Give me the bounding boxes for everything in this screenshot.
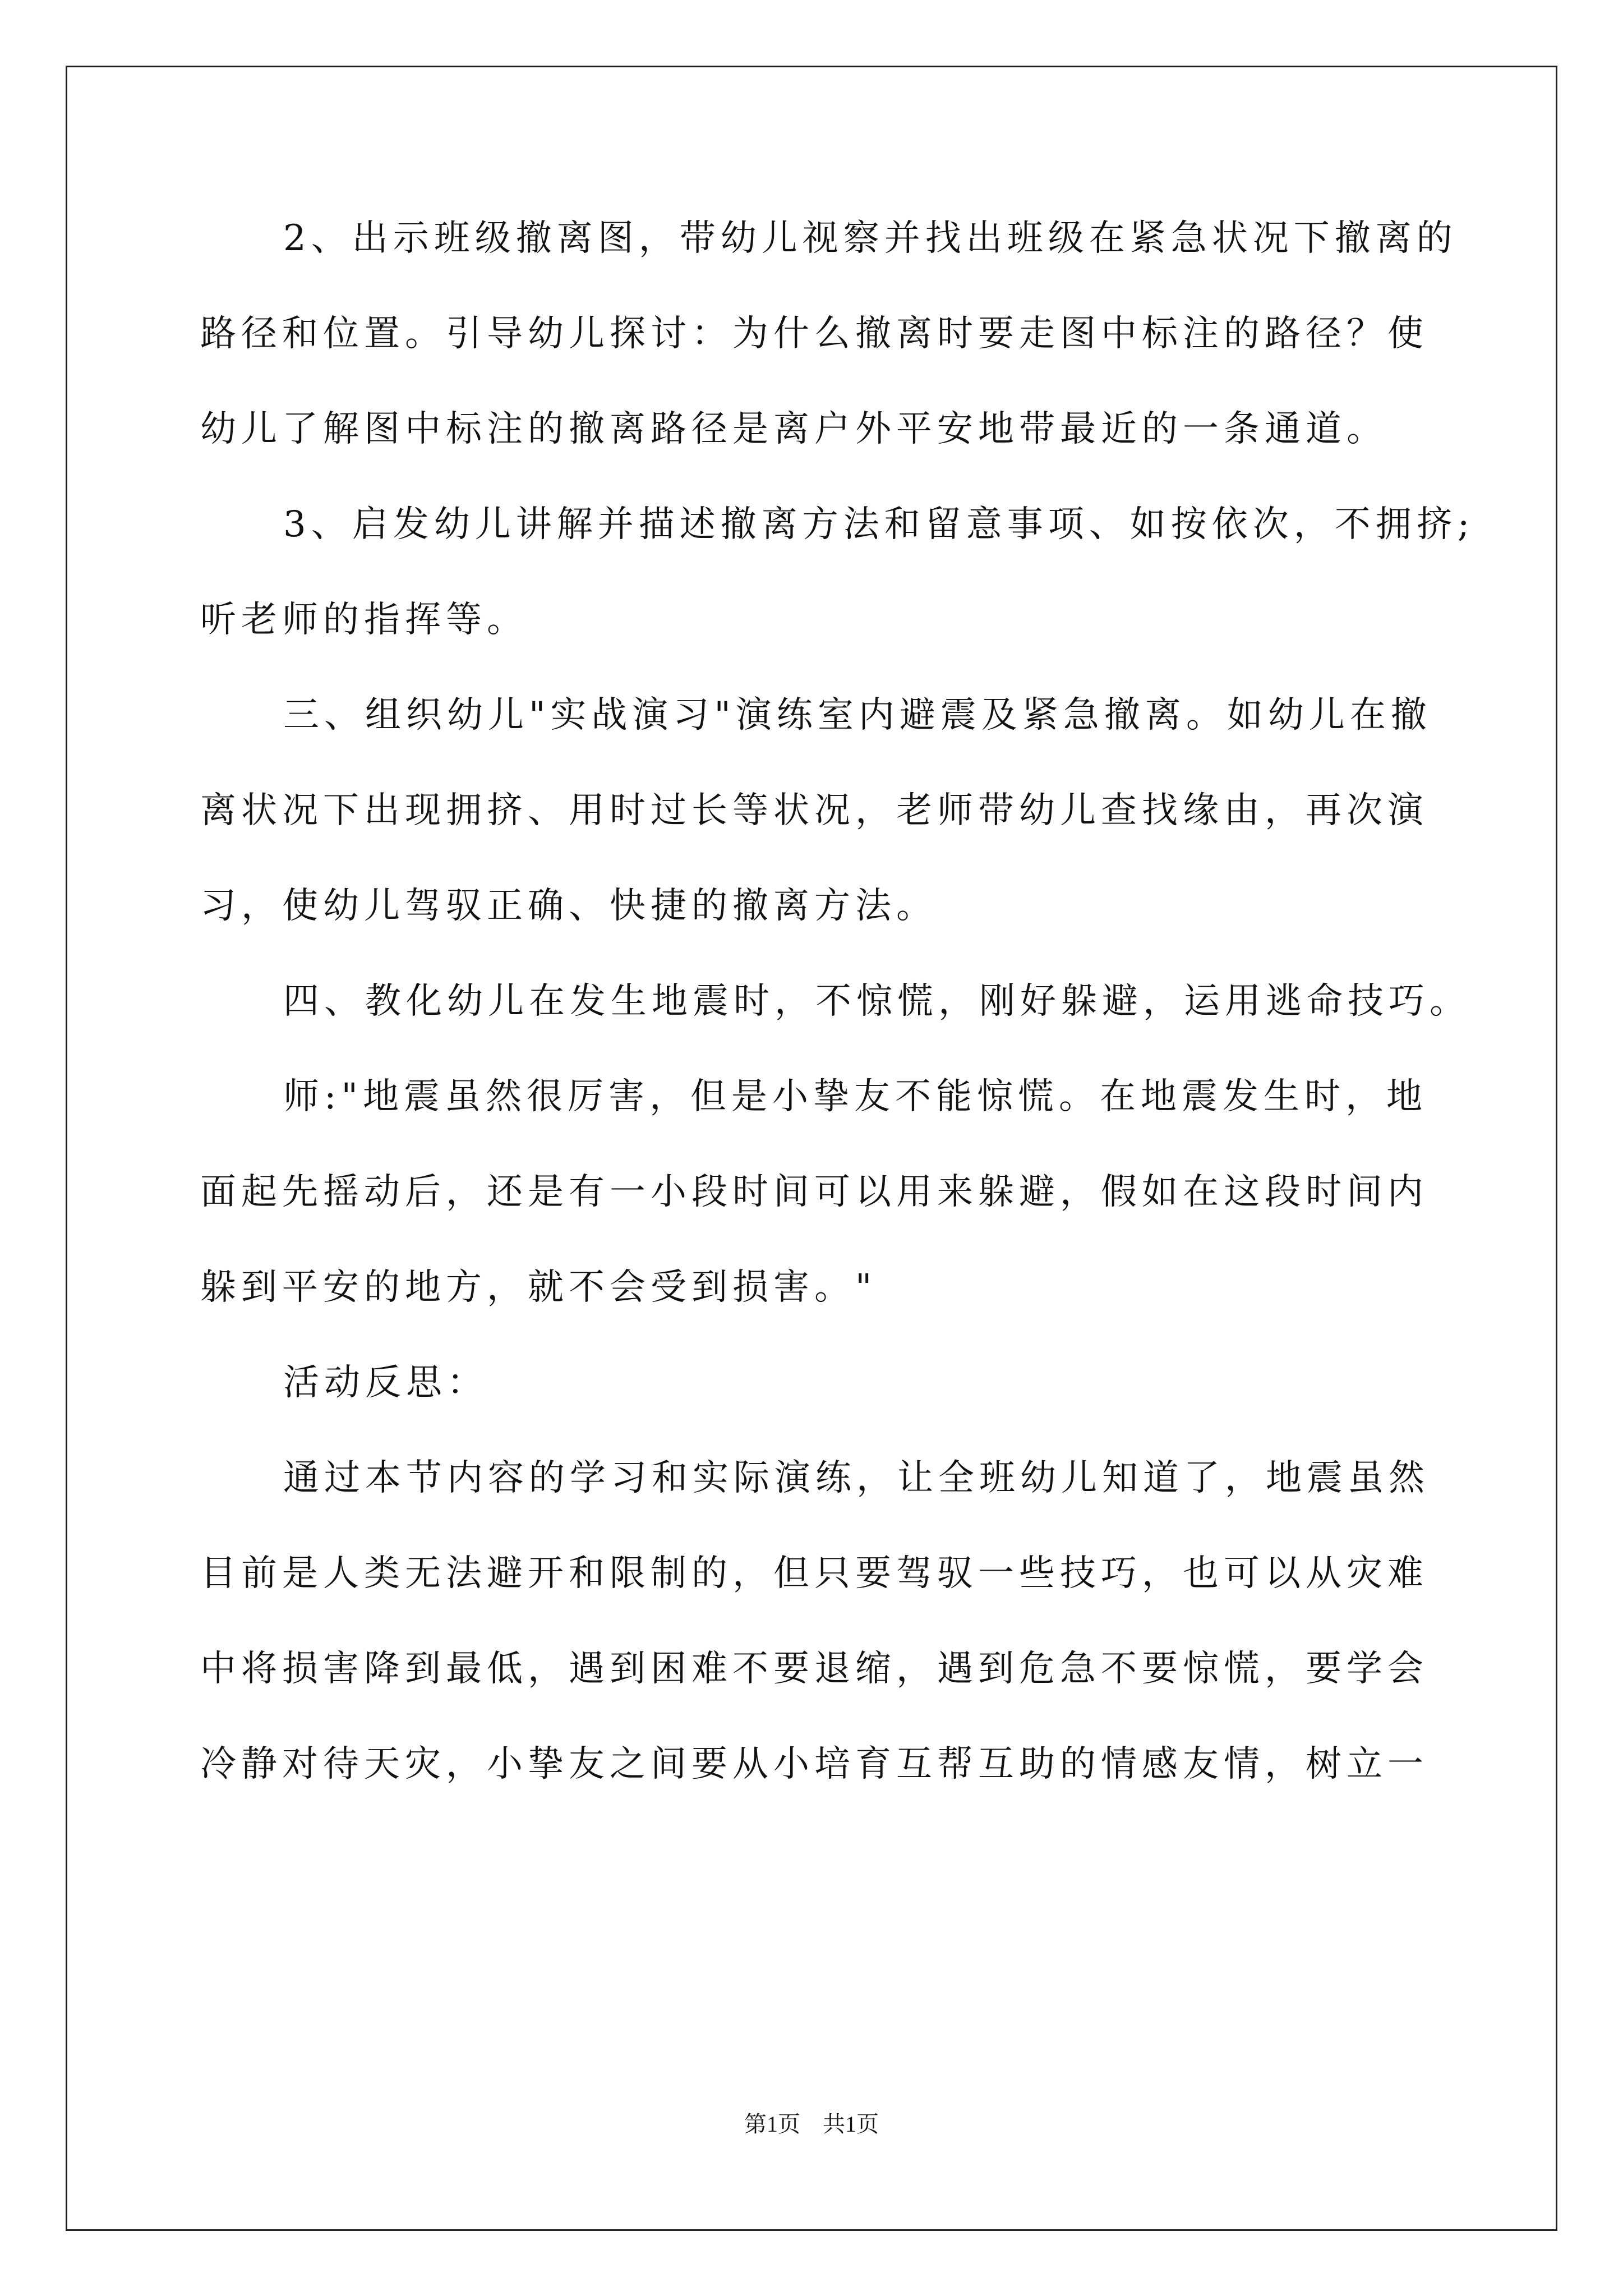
page-number: 第1页 共1页 bbox=[744, 2111, 879, 2137]
paragraph-line: 路径和位置。引导幼儿探讨：为什么撤离时要走图中标注的路径？使 bbox=[200, 313, 1428, 355]
paragraph-line: 面起先摇动后，还是有一小段时间可以用来躲避，假如在这段时间内 bbox=[200, 1171, 1428, 1213]
paragraph-line: 中将损害降到最低，遇到困难不要退缩，遇到危急不要惊慌，要学会 bbox=[200, 1648, 1428, 1690]
paragraph-line: 幼儿了解图中标注的撤离路径是离户外平安地带最近的一条通道。 bbox=[200, 408, 1387, 450]
paragraph-line: 习，使幼儿驾驭正确、快捷的撤离方法。 bbox=[200, 885, 937, 927]
paragraph-line: 冷静对待天灾，小挚友之间要从小培育互帮互助的情感友情，树立一 bbox=[200, 1743, 1428, 1785]
paragraph-line: 听老师的指挥等。 bbox=[200, 599, 528, 641]
paragraph-line: 2、出示班级撤离图，带幼儿视察并找出班级在紧急状况下撤离的 bbox=[283, 218, 1458, 259]
paragraph-line: 通过本节内容的学习和实际演练，让全班幼儿知道了，地震虽然 bbox=[283, 1457, 1430, 1499]
page-border bbox=[66, 66, 1557, 2231]
paragraph-line: 活动反思： bbox=[283, 1362, 488, 1404]
paragraph-line: 离状况下出现拥挤、用时过长等状况，老师带幼儿查找缘由，再次演 bbox=[200, 790, 1428, 831]
paragraph-line: 目前是人类无法避开和限制的，但只要驾驭一些技巧，也可以从灾难 bbox=[200, 1553, 1428, 1594]
paragraph-line: 师:"地震虽然很厉害，但是小挚友不能惊慌。在地震发生时，地 bbox=[283, 1076, 1427, 1117]
paragraph-line: 四、教化幼儿在发生地震时，不惊慌，刚好躲避，运用逃命技巧。 bbox=[283, 981, 1470, 1022]
paragraph-line: 3、启发幼儿讲解并描述撤离方法和留意事项、如按依次，不拥挤; bbox=[283, 504, 1475, 545]
paragraph-line: 躲到平安的地方，就不会受到损害。" bbox=[200, 1267, 877, 1308]
paragraph-line: 三、组织幼儿"实战演习"演练室内避震及紧急撤离。如幼儿在撤 bbox=[283, 694, 1432, 736]
